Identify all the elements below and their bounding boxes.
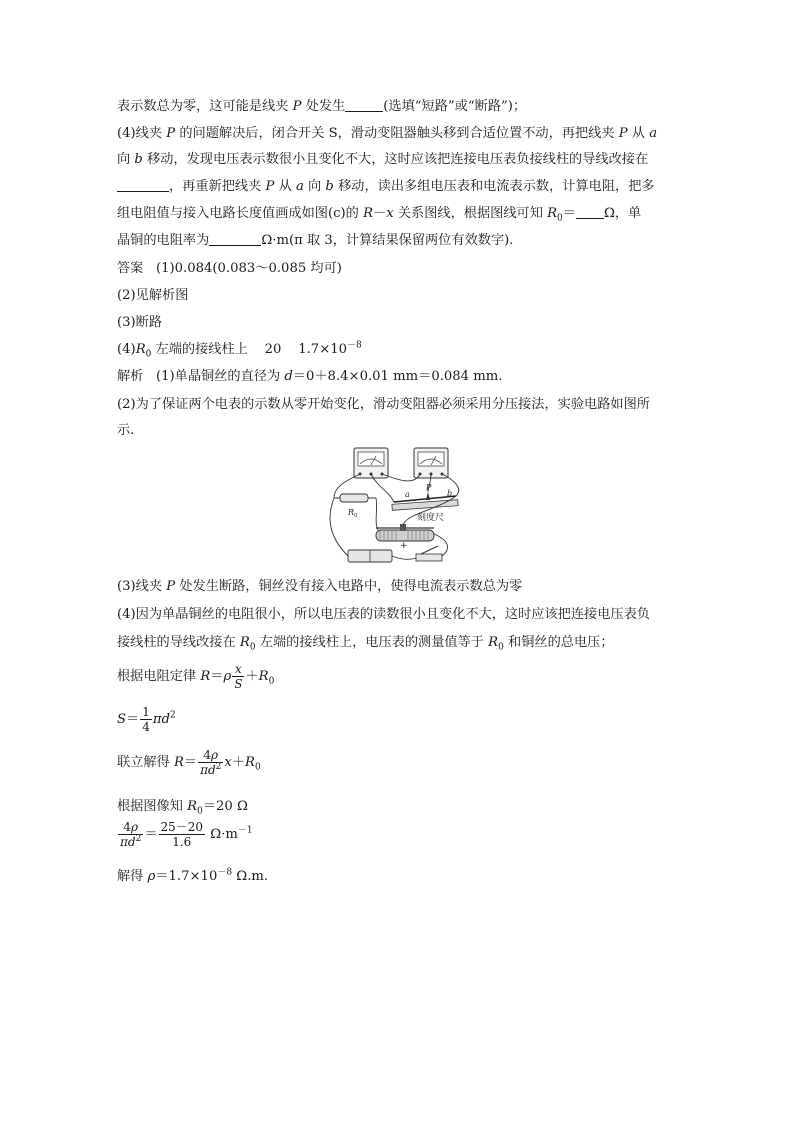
analysis-line-6: 接线柱的导线改接在 $R_0$ 左端的接线柱上，电压表的测量值等于 $R_0$ 和铜丝的总电压；: [117, 635, 614, 653]
analysis-line-2: (2)为了保证两个电表的示数从零开始变化，滑动变阻器必须采用分压接法，实验电路如图所: [117, 397, 650, 412]
answer-line-3: (3)断路: [117, 315, 163, 330]
question-4-line-1: (4)线夹 P 的问题解决后，闭合开关 S，滑动变阻器触头移到合适位置不动，再把线夹 P 从 a: [117, 126, 658, 141]
meter-right: [414, 448, 448, 478]
answer-label: 答案: [117, 261, 144, 276]
rheostat: [376, 524, 434, 541]
answer-blank: [117, 178, 169, 192]
meter-left: [354, 448, 388, 478]
question-3-line: 表示数总为零，这可能是线夹 P 处发生 (选填“短路”或“断路”)；: [117, 99, 527, 114]
answer-blank: [576, 205, 604, 219]
switch: [416, 546, 442, 561]
answer-line-1: 答案 (1)0.084(0.083～0.085 均可): [117, 261, 342, 276]
answer-line-4: $(4)R_0$ 左端的接线柱上 20 $1.7\times 10^{-8}$: [117, 340, 362, 360]
resistor-r0: [334, 494, 376, 519]
analysis-line-1: 解析 (1)单晶铜丝的直径为 d＝0＋8.4×0.01 mm＝0.084 mm.: [117, 369, 503, 384]
circuit-diagram: [318, 444, 468, 570]
r0-sub-label: 0: [354, 513, 358, 519]
analysis-label: 解析: [117, 369, 144, 384]
ruler-label: 刻度尺: [417, 513, 445, 523]
equation-r0-value: 根据图像知 $R_0=20$ Ω: [117, 799, 248, 817]
battery: [348, 541, 408, 562]
analysis-line-3: 示.: [117, 423, 135, 438]
equation-slope: $\frac{4\rho}{\pi d^2}$ ＝ $\frac{25-20}{1.6}$ $\Omega\cdot m^{-1}$: [120, 820, 253, 849]
r0-label: R: [348, 508, 355, 517]
equation-combined: 联立解得 R＝ $\frac{4\rho}{\pi d^2}$ $x+R_0$: [117, 748, 261, 777]
analysis-line-4: (3)线夹 P 处发生断路，铜丝没有接入电路中，使得电流表示数总为零: [117, 579, 523, 594]
plus-label: +: [400, 541, 408, 551]
analysis-line-5: (4)因为单晶铜丝的电阻很小，所以电压表的读数很小且变化不大，这时应该把连接电压表负: [117, 607, 650, 622]
point-p-label: P: [426, 483, 432, 492]
ruler-wire: [392, 483, 458, 523]
answer-blank: [209, 232, 261, 246]
question-4-line-5: 晶铜的电阻率为 Ω·m(π 取 3，计算结果保留两位有效数字).: [117, 233, 514, 248]
answer-blank: [345, 98, 383, 112]
point-b-label: b: [447, 489, 453, 498]
question-4-line-3: ，再重新把线夹 P 从 a 向 b 移动，读出多组电压表和电流表示数，计算电阻，把多: [117, 177, 676, 197]
answer-line-2: (2)见解析图: [117, 288, 189, 303]
equation-resistance-law: 根据电阻定律 R＝ρ $\frac{x}{S}$ $+R_0$: [117, 662, 275, 691]
point-a-label: a: [405, 490, 410, 499]
question-4-line-4: 组电阻值与接入电路长度值画成如图(c)的 R－x 关系图线，根据图线可知 $R_0= \Omega$，单: [117, 206, 642, 224]
equation-result: 解得 $\rho=1.7\times 10^{-8}$ Ω.m.: [117, 867, 269, 884]
equation-area: S＝ $\frac{1}{4}$ $\pi d^2$: [117, 705, 176, 734]
question-4-line-2: 向 b 移动，发现电压表示数很小且变化不大，这时应该把连接电压表负接线柱的导线改接在: [117, 152, 649, 167]
